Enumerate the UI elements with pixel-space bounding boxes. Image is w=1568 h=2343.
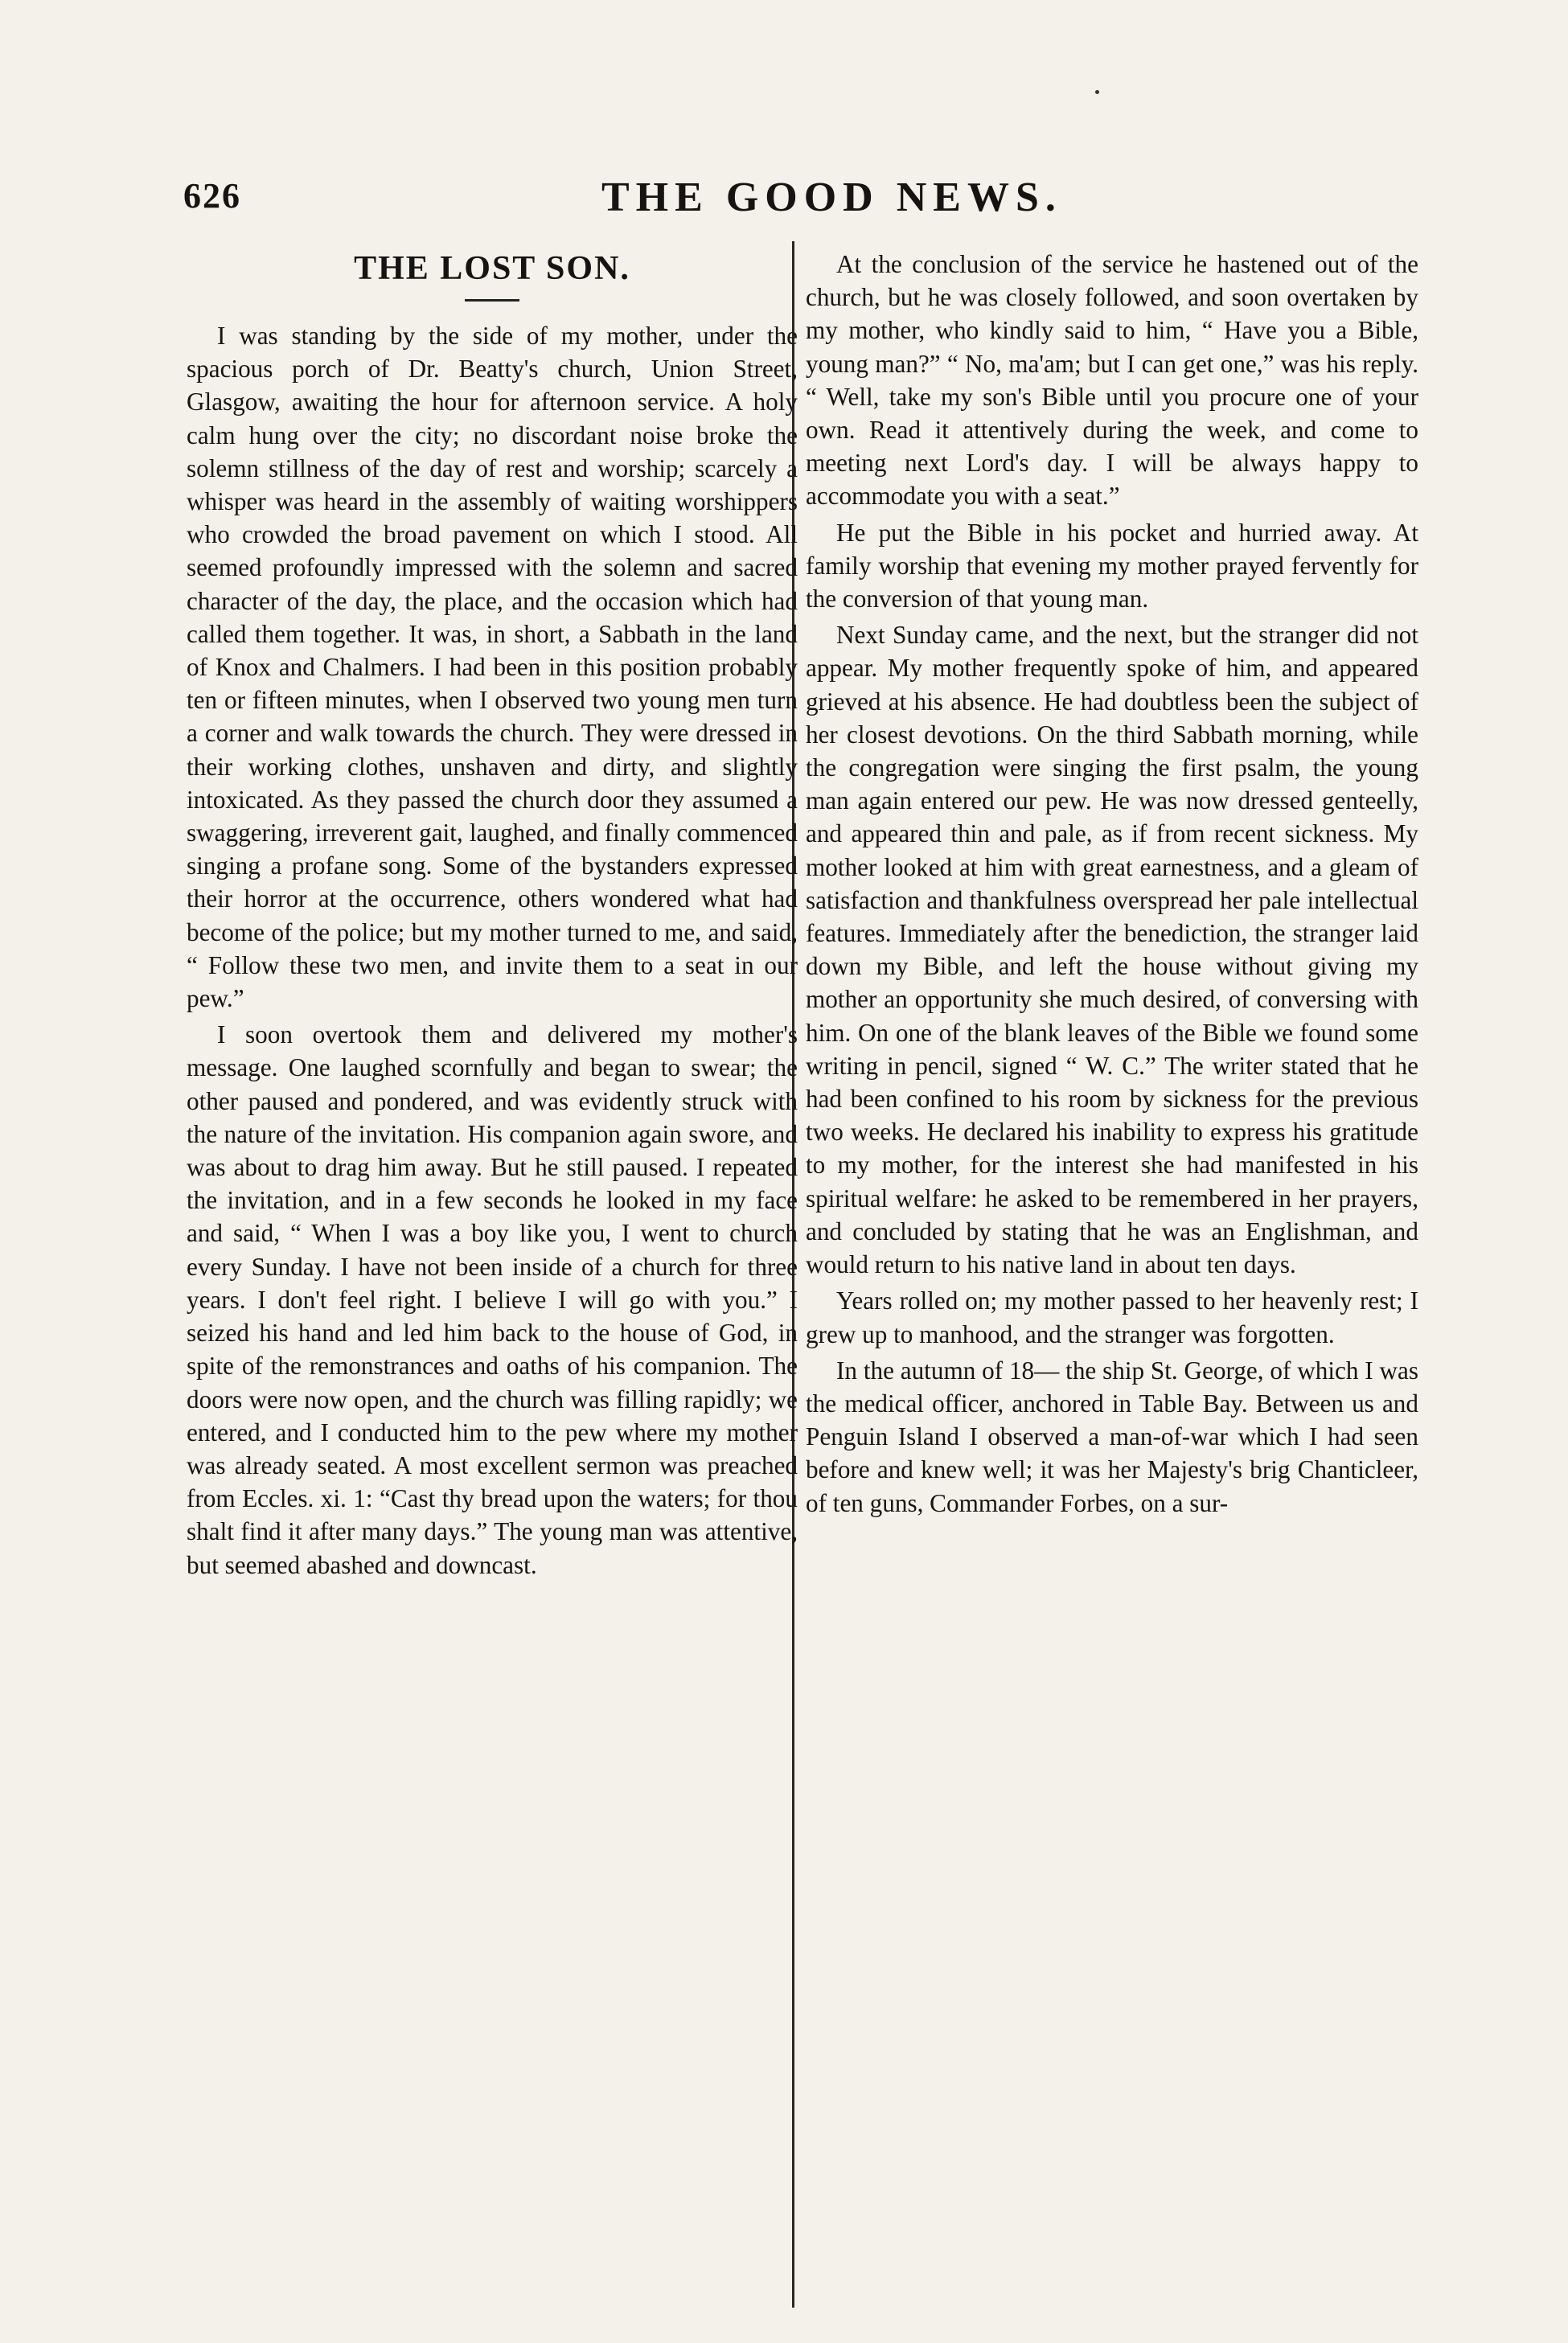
paragraph-6: Years rolled on; my mother passed to her heavenly rest; I grew up to manhood, and the stranger was forgotten. — [806, 1286, 1418, 1348]
column-right — [806, 248, 1418, 1520]
article-title: THE LOST SON. — [354, 250, 630, 287]
paragraph-4: He put the Bible in his pocket and hurried away. At family worship that evening my mother prayed fervently for the conversion of that young man. — [806, 518, 1418, 613]
ink-speck — [1095, 90, 1099, 94]
paragraph-1: I was standing by the side of my mother, under the spacious porch of Dr. Beatty's church, Union Street, Glasgow, awaiting the hour for afternoon service. A holy calm hung over the city; no discordant noise broke the solemn stillness of the day of rest and worship; scarcely a whisper was heard in the assembly of waiting worshippers who crowded the broad pavement on which I stood. All seemed profoundly impressed with the solemn and sacred character of the day, the place, and the occasion which had called them together. It was, in short, a Sabbath in the land of Knox and Chalmers. I had been in this position probably ten or fifteen minutes, when I observed two young men turn a corner and walk towards the church. They were dressed in their working clothes, unshaven and dirty, and slightly intoxicated. As they passed the church door they assumed a swaggering, irreverent gait, laughed, and finally commenced singing a profane song. Some of the bystanders expressed their horror at the occurrence, others wondered what had become of the police; but my mother turned to me, and said, “ Follow these two men, and invite them to a seat in our pew.” — [187, 322, 798, 1013]
page-number: 626 — [183, 176, 241, 215]
paragraph-3: At the conclusion of the service he hastened out of the church, but he was closely followed, and soon overtaken by my mother, who kindly said to him, “ Have you a Bible, young man?” “ No, ma'am; but I can get one,” was his reply. “ Well, take my son's Bible until you procure one of your own. Read it attentively during the week, and come to meeting next Lord's day. I will be always happy to accommodate you with a seat.” — [806, 250, 1418, 511]
page-header — [183, 175, 1422, 232]
paragraph-7: In the autumn of 18— the ship St. George, of which I was the medical officer, anchored in Table Bay. Between us and Penguin Island I observed a man-of-war which I had seen before and knew well; it was her Majesty's brig Chanticleer, of ten guns, Commander Forbes, on a sur- — [806, 1356, 1418, 1517]
running-title: THE GOOD NEWS. — [601, 174, 1062, 220]
column-left — [187, 248, 798, 1582]
paragraph-2: I soon overtook them and delivered my mother's message. One laughed scornfully and began to swear; the other paused and pondered, and was evidently struck with the nature of the invitation. His companion again swore, and was about to drag him away. But he still paused. I repeated the invitation, and in a few seconds he looked in my face and said, “ When I was a boy like you, I went to church every Sunday. I have not been inside of a church for three years. I don't feel right. I believe I will go with you.” I seized his hand and led him back to the house of God, in spite of the remonstrances and oaths of his companion. The doors were now open, and the church was filling rapidly; we entered, and I conducted him to the pew where my mother was already seated. A most excellent sermon was preached from Eccles. xi. 1: “Cast thy bread upon the waters; for thou shalt find it after many days.” The young man was attentive, but seemed abashed and downcast. — [187, 1020, 798, 1579]
paragraph-5: Next Sunday came, and the next, but the stranger did not appear. My mother frequently spoke of him, and appeared grieved at his absence. He had doubtless been the subject of her closest devotions. On the third Sabbath morning, while the congregation were singing the first psalm, the young man again entered our pew. He was now dressed genteelly, and appeared thin and pale, as if from recent sickness. My mother looked at him with great earnestness, and a gleam of satisfaction and thankfulness overspread her pale intellectual features. Immediately after the benediction, the stranger laid down my Bible, and left the house without giving my mother an opportunity she much desired, of conversing with him. On one of the blank leaves of the Bible we found some writing in pencil, signed “ W. C.” The writer stated that he had been confined to his room by sickness for the previous two weeks. He declared his inability to express his gratitude to my mother, for the interest she had manifested in his spiritual welfare: he asked to be remembered in her prayers, and concluded by stating that he was an Englishman, and would return to his native land in about ten days. — [806, 621, 1418, 1279]
title-rule — [465, 299, 519, 302]
